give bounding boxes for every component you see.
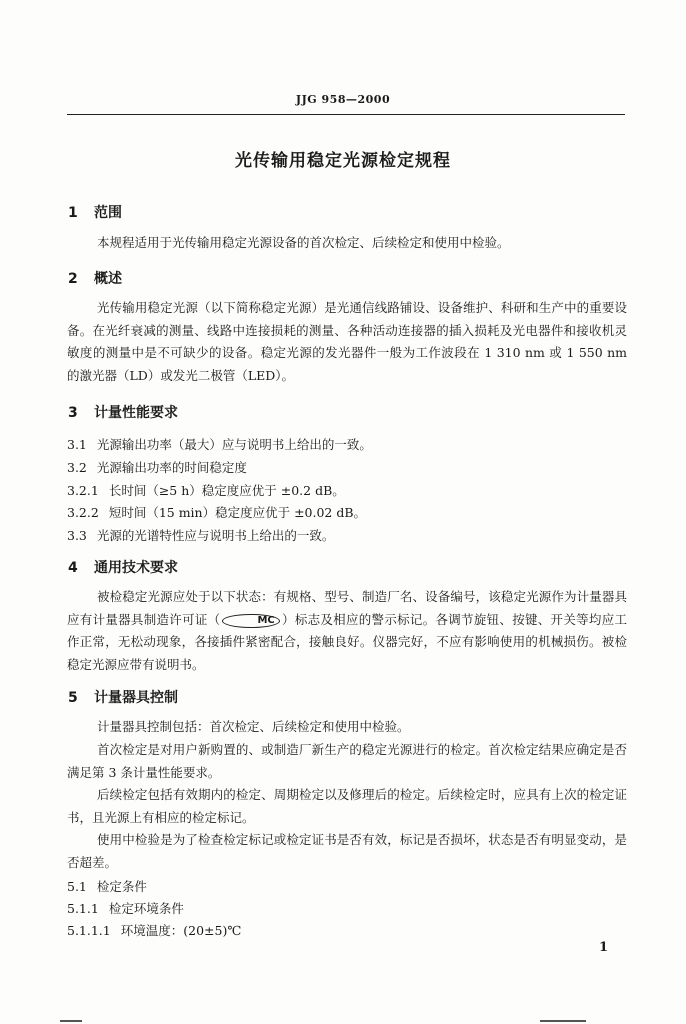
section-5-paragraph-2: 首次检定是对用户新购置的、或制造厂新生产的稳定光源进行的检定。首次检定结果应确定是否满足第 3 条计量性能要求。 (67, 742, 627, 780)
mc-license-mark: MC (222, 614, 279, 628)
header-rule (67, 114, 625, 115)
clause-5-1 (67, 877, 147, 895)
clause-number: 5.1.1.1 (67, 923, 111, 938)
section-title: 通用技术要求 (94, 560, 178, 576)
section-2-heading (68, 268, 122, 288)
section-3-heading (68, 402, 178, 422)
clause-number: 3.1 (67, 437, 87, 452)
clause-text: 光源输出功率的时间稳定度 (96, 460, 247, 475)
clause-number: 5.1 (67, 879, 87, 894)
clause-text: 检定条件 (96, 879, 147, 894)
section-5-heading (68, 687, 178, 707)
clause-number: 3.2.1 (67, 483, 99, 498)
clause-text: 光源的光谱特性应与说明书上给出的一致。 (96, 528, 335, 543)
section-5-paragraph-3: 后续检定包括有效期内的检定、周期检定以及修理后的检定。后续检定时，应具有上次的检定证书，且光源上有相应的检定标记。 (67, 787, 627, 825)
section-number: 4 (68, 560, 78, 576)
section-5-paragraph-1: 计量器具控制包括：首次检定、后续检定和使用中检验。 (97, 719, 410, 734)
clause-text: 环境温度：(20±5)℃ (120, 923, 242, 938)
clause-3-2 (67, 458, 247, 476)
clause-3-1 (67, 435, 372, 453)
section-title: 计量器具控制 (94, 690, 178, 706)
clause-3-2-2 (67, 503, 366, 521)
paragraph-text: ）标志及相应的警示标记。各调节旋钮、按键、开关等均应工作正常，无松动现象，各接插件紧密配合，接触良好。仪器完好，不应有影响使用的机械损伤。被检稳定光源应带有说明书。 (67, 611, 627, 672)
section-title: 范围 (94, 205, 122, 221)
clause-number: 3.2 (67, 460, 87, 475)
section-title: 概述 (94, 271, 122, 287)
section-number: 5 (68, 690, 78, 706)
clause-number: 3.2.2 (67, 505, 99, 520)
clause-text: 短时间（15 min）稳定度应优于 ±0.02 dB。 (108, 505, 367, 520)
clause-text: 长时间（≥5 h）稳定度应优于 ±0.2 dB。 (108, 483, 345, 498)
clause-number: 5.1.1 (67, 901, 99, 916)
clause-3-2-1 (67, 481, 345, 499)
section-5-paragraph-4: 使用中检验是为了检查检定标记或检定证书是否有效，标记是否损坏，状态是否有明显变动，是否超差。 (67, 832, 627, 870)
standard-code-header: JJG 958—2000 (295, 93, 391, 106)
clause-5-1-1 (67, 899, 184, 917)
scan-artifact (540, 1020, 586, 1022)
clause-number: 3.3 (67, 528, 87, 543)
clause-text: 光源输出功率（最大）应与说明书上给出的一致。 (96, 437, 372, 452)
section-4-paragraph (67, 586, 627, 676)
section-1-heading (68, 202, 122, 222)
section-2-paragraph: 光传输用稳定光源（以下简称稳定光源）是光通信线路铺设、设备维护、科研和生产中的重要设备。在光纤衰减的测量、线路中连接损耗的测量、各种活动连接器的插入损耗及光电器件和接收机灵敏度的测量中是不可缺少的设备。稳定光源的发光器件一般为工作波段在 1 310 nm 或 1 550 nm 的激光器（LD）或发光二极管（LED）。 (67, 300, 627, 383)
section-number: 3 (68, 405, 78, 421)
clause-text: 检定环境条件 (108, 901, 184, 916)
clause-5-1-1-1 (67, 921, 241, 939)
scan-artifact (60, 1020, 82, 1022)
section-1-paragraph: 本规程适用于光传输用稳定光源设备的首次检定、后续检定和使用中检验。 (97, 235, 510, 250)
section-title: 计量性能要求 (94, 405, 178, 421)
section-number: 1 (68, 205, 78, 221)
document-title: 光传输用稳定光源检定规程 (235, 151, 451, 171)
paragraph-text: 被检稳定光源应处于以下状态：有规格、型号、制造厂名、设备编号，该稳定光源作为计量器具应有计量器具制造许可证（ (67, 589, 627, 627)
page-number: 1 (599, 940, 609, 955)
section-number: 2 (68, 271, 78, 287)
section-4-heading (68, 557, 178, 577)
clause-3-3 (67, 526, 334, 544)
